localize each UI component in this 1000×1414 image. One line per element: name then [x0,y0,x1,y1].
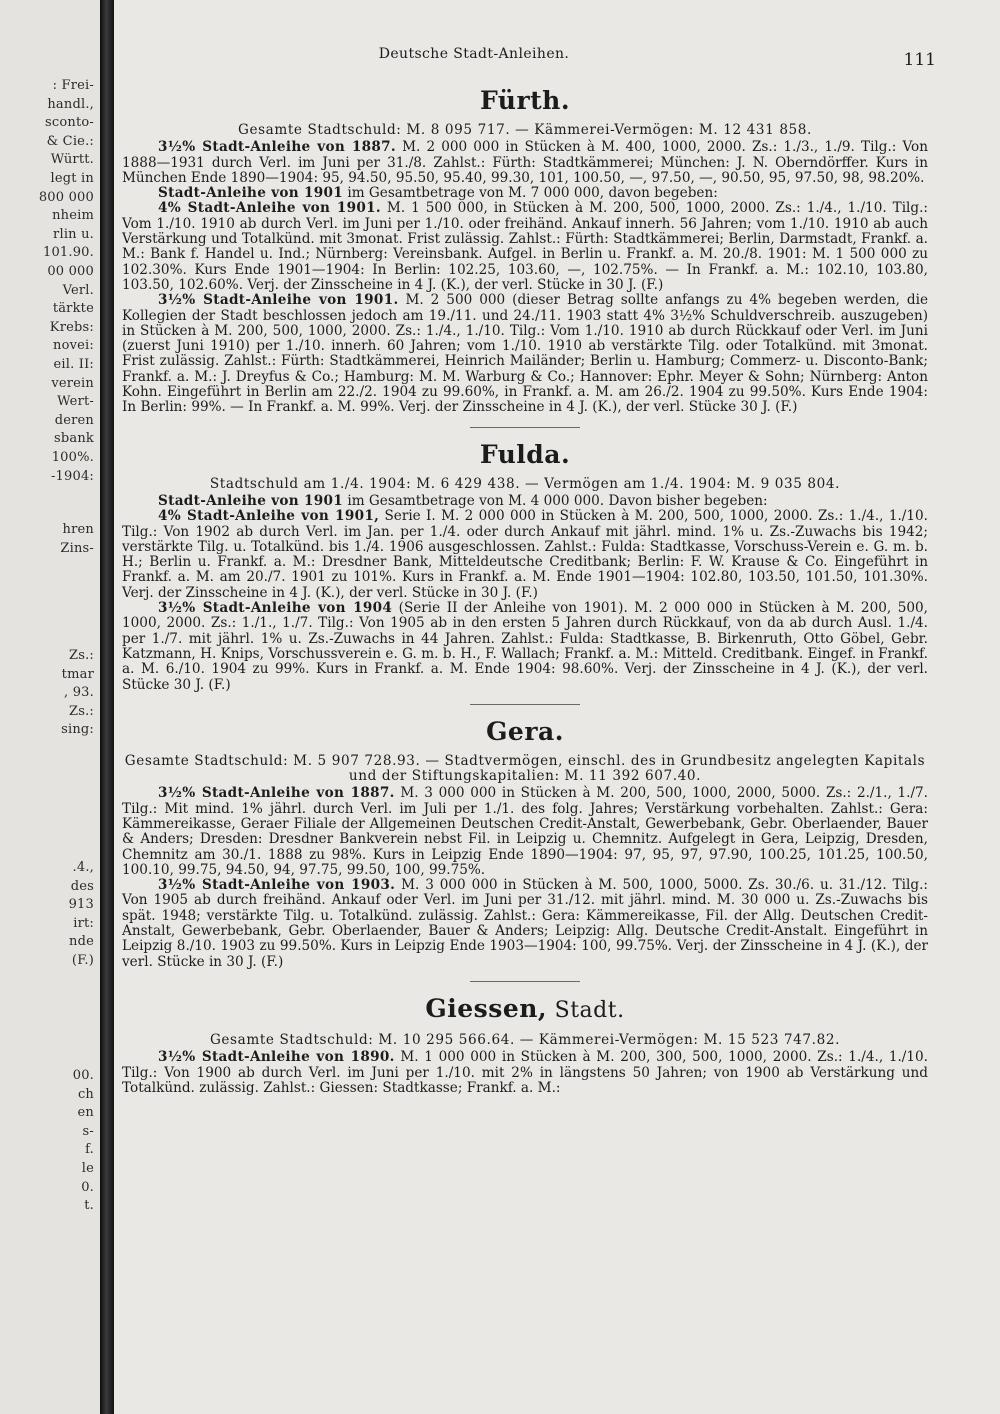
entry-heading: 4% Stadt-Anleihe von 1901. [158,200,381,217]
entry-heading: 3½% Stadt-Anleihe von 1890. [158,1049,395,1066]
entry-gera-1887 [122,786,928,878]
margin-fragment: 00 000 [47,264,94,279]
page-content [122,86,928,1096]
margin-fragment: 101.90. [42,245,94,261]
margin-fragment: 913 [68,897,94,913]
margin-fragment: , 93. [64,685,94,701]
margin-fragment: rlin u. [53,226,94,242]
summary-fulda: Stadtschuld am 1./4. 1904: M. 6 429 438. — Vermögen am 1./4. 1904: M. 9 035 804. [209,475,841,492]
section-title-gera: Gera. [486,716,564,746]
entry-heading: 3½% Stadt-Anleihe von 1887. [158,139,396,156]
margin-fragment: sbank [54,431,94,447]
section-title-fuerth: Fürth. [479,86,571,115]
margin-fragment: & Cie.: [46,133,94,149]
book-spine [100,0,114,1414]
margin-fragment: Zins- [60,540,94,556]
margin-fragment: f. [85,1142,94,1158]
margin-fragment: handl., [47,96,94,112]
entry-heading: 4% Stadt-Anleihe von 1901, [158,508,380,525]
margin-fragment: eil. II: [53,357,94,372]
entry-text: M. 3 000 000 in Stücken à M. 500, 1000, 5000. Zs. 30./6. u. 31./12. Tilg.: Von 1905 ab durch freihänd. Ankauf oder Verl. im Juni per 31./12. mit jährl. mind. M. 30 000 u. Zs.-Zuwachs bis spät. 1948; verstärkte Tilg. u. Totalkünd. zulässig. Zahlst.: Gera: Kämmereikasse, Fil. der Allg. Deutschen Credit-Anstalt, Gewerbebank, Gebr. Oberlaender, Bauer & Anders; Leipzig: Allg. Deutsche Credit-Anstalt. Eingeführt in Leipzig 8./10. 1903 zu 99.50%. Kurs in Leipzig Ende 1903—1904: 100, 99.75%. Verj. der Zinsscheine in 4 J. (K.), der verl. Stücke in 30 J. (F.) [122,877,928,970]
entry-fuerth-1901-4pct [122,201,928,293]
adjacent-page-fragment [0,0,100,1414]
margin-fragment: (F.) [71,953,94,968]
margin-fragment: Württ. [50,152,94,168]
section-title-fulda: Fulda. [479,439,571,469]
margin-fragment: 800 000 [38,189,94,205]
book-page [114,0,1000,1414]
margin-fragment: Verl. [62,282,94,298]
margin-fragment: nde [69,934,94,950]
entry-fuerth-1887 [122,140,928,186]
summary-gera: Gesamte Stadtschuld: M. 5 907 728.93. — Stadtvermögen, einschl. des in Grundbesitz angelegten Kapitals und der Stiftungskapitalien: M. 11 392 607.40. [124,752,926,785]
margin-fragment: Zs.: [68,703,94,719]
margin-fragment: nheim [52,208,94,224]
margin-fragment: deren [54,412,94,428]
margin-fragment: -1904: [50,468,94,484]
margin-fragment: sing: [61,722,94,738]
margin-fragment: 0. [81,1179,94,1195]
margin-fragment: en [77,1105,94,1121]
entry-text: M. 1 000 000 in Stücken à M. 200, 300, 500, 1000, 2000. Zs.: 1./4., 1./10. Tilg.: Von 1900 ab durch Verl. im Juni per 1./10. mit 2% in längstens 50 Jahren; von 1900 ab Verstärkung und Totalkünd. zulässig. Zahlst.: Giessen: Stadtkasse; Frankf. a. M.: [122,1049,928,1096]
margin-fragment: des [70,878,94,894]
margin-fragment: 100%. [51,450,94,465]
margin-fragment: : Frei- [52,78,94,93]
entry-text: Serie I. M. 2 000 000 in Stücken à M. 200, 500, 1000, 2000. Zs.: 1./4., 1./10. Tilg.: Von 1902 ab durch Verl. im Jan. per 1./4. oder durch Ankauf mit jährl. mind. 1% u. Zs.-Zuwachs bis 1942; verstärkte Tilg. u. Totalkünd. bis 1./4. 1906 ausgeschlossen. Zahlst.: Fulda: Stadtkasse, Vorschuss-Verein e. G. m. b. H.; Berlin u. Frankf. a. M.: Dresdner Bank, Mitteldeutsche Creditbank; Berlin: F. W. Krause & Co. Eingeführt in Frankf. a. M. am 20./7. 1901 zu 101%. Kurs in Frankf. a. M. Ende 1901—1904: 102.80, 103.50, 101.50, 101.30%. Verj. der Zinsscheine in 4 J. (K.), der verl. Stücke in 30 J. (F.) [122,508,928,601]
margin-fragment: ch [77,1086,94,1102]
margin-fragment: .4., [72,860,94,875]
margin-fragment: s- [82,1123,94,1139]
entry-fuerth-1901-total [122,186,928,201]
section-title-main: Giessen, [425,993,548,1023]
margin-fragment: hren [62,522,94,537]
summary-giessen: Gesamte Stadtschuld: M. 10 295 566.64. — Kämmerei-Vermögen: M. 15 523 747.82. [209,1031,841,1048]
entry-text: im Gesamtbetrage von M. 7 000 000, davon begeben: [343,185,718,202]
margin-fragment: Zs.: [68,648,94,663]
entry-gera-1903 [122,878,928,970]
entry-heading: 3½% Stadt-Anleihe von 1901. [158,292,399,309]
margin-fragment: le [81,1161,94,1176]
margin-fragment: Krebs: [49,319,94,335]
entry-fulda-1901-total [122,494,928,509]
summary-fuerth: Gesamte Stadtschuld: M. 8 095 717. — Kämmerei-Vermögen: M. 12 431 858. [238,122,812,138]
running-title: Deutsche Stadt-Anleihen. [378,46,570,62]
entry-giessen-1890 [122,1050,928,1096]
entry-fulda-1904 [122,601,928,693]
section-title-sub: Stadt. [547,997,625,1023]
entry-heading: Stadt-Anleihe von 1901 [158,185,344,202]
section-divider [470,427,580,428]
margin-fragment: verein [51,375,94,391]
entry-text: M. 2 500 000 (dieser Betrag sollte anfangs zu 4% begeben werden, die Kollegien der Stadt beschlossen jedoch am 19./11. und 24./11. 1903 statt 4% 3½% Schuldverschreib. auszugeben) in Stücken à M. 200, 500, 1000, 2000. Zs.: 1./4., 1./10. Tilg.: Vom 1./10. 1910 ab durch Rückkauf oder Verl. im Juni (zuerst Juni 1910) per 1./10. innerh. 60 Jahren; vom 1./10. 1910 ab verstärkte Tilg. oder Totalkünd. mit 3monat. Frist zulässig. Zahlst.: Fürth: Stadtkämmerei, Heinrich Mailänder; Berlin u. Hamburg; Commerz- u. Disconto-Bank; Frankf. a. M.: J. Dreyfus & Co.; Hamburg: M. M. Warburg & Co.; Hannover: Ephr. Meyer & Sohn; Nürnberg: Anton Kohn. Eingeführt in Berlin am 22./2. 1904 zu 99.60%, in Frankf. a. M. am 26./2. 1904 zu 99.50%. Kurs Ende 1904: In Berlin: 99%. — In Frankf. a. M. 99%. Verj. der Zinsscheine in 4 J. (K.), der verl. Stücke 30 J. (F.) [122,292,928,416]
margin-fragment: novei: [53,338,94,354]
entry-fulda-1901-4pct [122,509,928,601]
margin-fragment: Wert- [57,394,94,410]
entry-heading: 3½% Stadt-Anleihe von 1903. [158,877,396,894]
margin-fragment: 00. [72,1068,94,1083]
margin-fragment: tmar [61,666,94,682]
margin-fragment: tärkte [52,301,94,317]
entry-text: (Serie II der Anleihe von 1901). M. 2 000 000 in Stücken à M. 200, 500, 1000, 2000. Zs.: 1./1., 1./7. Tilg.: Von 1905 ab in den ersten 5 Jahren durch Rückkauf, von da ab durch Ausl. 1./4. per 1./7. mit jährl. 1% u. Zs.-Zuwachs in 44 Jahren. Zahlst.: Fulda: Stadtkasse, B. Birkenruth, Otto Göbel, Gebr. Katzmann, H. Knips, Vorschussverein e. G. m. b. H., F. Wallach; Frankf. a. M.: Mitteld. Creditbank. Eingef. in Frankf. a. M. 6./10. 1904 zu 99%. Kurs in Frankf. a. M. Ende 1904: 98.60%. Verj. der Zinsscheine in 4 J. (K.), der verl. Stücke 30 J. (F.) [122,600,928,693]
margin-fragment: sconto- [45,115,94,131]
entry-heading: Stadt-Anleihe von 1901 [158,492,344,509]
entry-text: M. 3 000 000 in Stücken à M. 200, 500, 1000, 2000, 5000. Zs.: 2./1., 1./7. Tilg.: Mit mind. 1% jährl. durch Verl. im Juli per 1./1. des folg. Jahres; Verstärkung vorbehalten. Zahlst.: Gera: Kämmereikasse, Geraer Filiale der Allgemeinen Deutschen Credit-Anstalt, Gewerbebank, Gebr. Oberlaender, Bauer & Anders; Dresden: Dresdner Bankverein nebst Fil. in Leipzig u. Chemnitz. Aufgelegt in Gera, Leipzig, Dresden, Chemnitz am 30./1. 1888 zu 98%. Kurs in Leipzig Ende 1890—1904: 97, 95, 97, 97.90, 100.25, 101.25, 100.50, 100.10, 99.75, 94.50, 94, 97.75, 99.50, 100, 99.75%. [122,785,928,878]
entry-heading: 3½% Stadt-Anleihe von 1904 [158,600,393,617]
section-title-giessen [122,994,928,1026]
entry-heading: 3½% Stadt-Anleihe von 1887. [158,785,395,802]
margin-fragment: legt in [50,171,94,186]
section-divider [470,981,580,982]
entry-text: M. 2 000 000 in Stücken à M. 400, 1000, 2000. Zs.: 1./3., 1./9. Tilg.: Von 1888—1931 durch Verl. im Juni per 31./8. Zahlst.: Fürth: Stadtkämmerei; München: J. N. Oberndörffer. Kurs in München Ende 1890—1904: 95, 94.50, 95.50, 95.40, 99.30, 101, 100.50, —, 97.50, —, 90.50, 95, 97.50, 98, 98.20%. [122,139,928,186]
section-divider [470,704,580,705]
margin-fragment: t. [84,1198,94,1214]
entry-text: im Gesamtbetrage von M. 4 000 000. Davon bisher begeben: [343,492,768,509]
page-number: 111 [903,50,936,70]
entry-text: M. 1 500 000, in Stücken à M. 200, 500, 1000, 2000. Zs.: 1./4., 1./10. Tilg.: Vom 1./10. 1910 ab durch Verl. im Juni per 1./10. oder freihänd. Ankauf innerh. 56 Jahren; vom 1./10. 1910 ab auch Verstärkung und Totalkünd. mit 3monat. Frist zulässig. Zahlst.: Fürth: Stadtkämmerei; Berlin, Darmstadt, Frankf. a. M.: Bank f. Handel u. Ind.; Nürnberg: Vereinsbank. Aufgel. in Berlin u. Frankf. a. M. 20./8. 1901: M. 1 500 000 zu 102.30%. Kurs Ende 1901—1904: In Berlin: 102.25, 103.60, —, 102.75%. — In Frankf. a. M.: 102.10, 103.80, 103.50, 102.60%. Verj. der Zinsscheine in 4 J. (K.), der verl. Stücke in 30 J. (F.) [122,200,928,293]
margin-fragment: irt: [73,915,94,931]
entry-fuerth-1901-3-5pct [122,293,928,415]
